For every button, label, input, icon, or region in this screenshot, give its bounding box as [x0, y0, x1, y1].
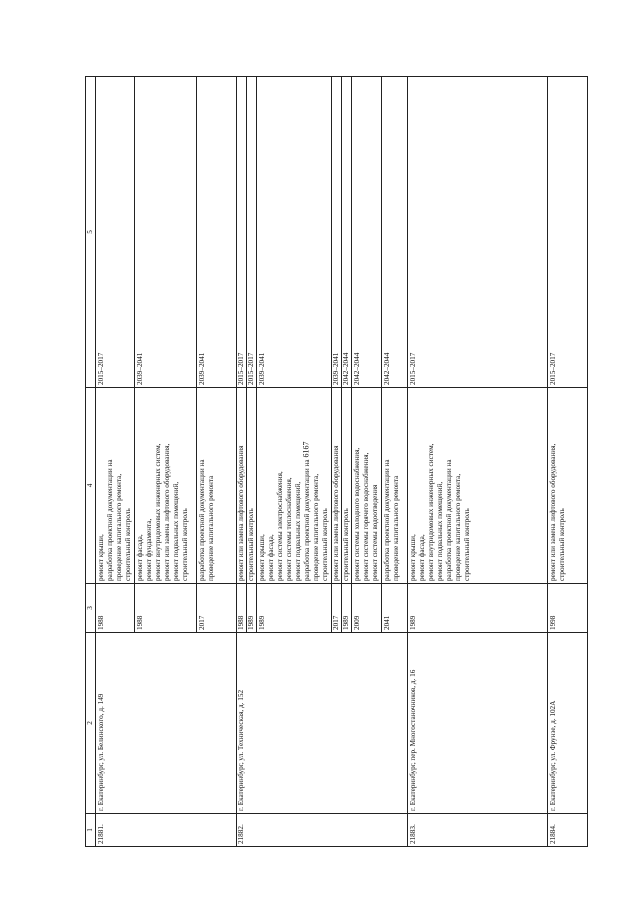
- work-type-cell: ремонт крыши, разработка проектной документации на проведение капитального ремонта, строительный контроль: [96, 388, 135, 584]
- table-container: [85, 82, 580, 847]
- address-cell: г. Екатеринбург, ул. Техническая, д. 152: [237, 633, 408, 814]
- year-cell: 2017: [197, 584, 237, 633]
- period-cell: 2042–2044: [352, 77, 382, 388]
- row-number-cell: 21884.: [548, 814, 588, 847]
- table-body: [96, 77, 588, 847]
- row-number-cell: 21882.: [237, 814, 408, 847]
- year-cell: 1989: [342, 584, 352, 633]
- period-cell: 2042–2044: [342, 77, 352, 388]
- period-cell: 2039–2041: [257, 77, 332, 388]
- table-row: [237, 77, 247, 847]
- page-number: 6167: [301, 441, 311, 458]
- work-type-cell: ремонт или замена лифтового оборудования, строительный контроль: [548, 388, 588, 584]
- row-number-cell: 21883.: [408, 814, 548, 847]
- year-cell: 1988: [237, 584, 247, 633]
- period-cell: 2039–2041: [332, 77, 342, 388]
- work-type-cell: ремонт крыши, ремонт фасада, ремонт системы электроснабжения, ремонт системы теплоснабжения, ремонт подвальных помещений, разработка проектной документации на проведение капитального ремонта, строительный контроль: [257, 388, 332, 584]
- col-header-4: 4: [86, 388, 96, 584]
- address-cell: г. Екатеринбург, ул. Фрунзе, д. 102А: [548, 633, 588, 814]
- work-type-cell: строительный контроль: [247, 388, 257, 584]
- table-row: [96, 77, 135, 847]
- col-header-1: 1: [86, 814, 96, 847]
- period-cell: 2015–2017: [96, 77, 135, 388]
- row-number-cell: 21881.: [96, 814, 237, 847]
- work-type-cell: разработка проектной документации на проведение капитального ремонта: [382, 388, 408, 584]
- year-cell: 1998: [548, 584, 588, 633]
- work-type-cell: ремонт или замена лифтового оборудования: [237, 388, 247, 584]
- address-cell: г. Екатеринбург, пер. Многостаночников, д. 16: [408, 633, 548, 814]
- period-cell: 2042–2044: [382, 77, 408, 388]
- work-type-cell: разработка проектной документации на проведение капитального ремонта: [197, 388, 237, 584]
- work-type-cell: ремонт фасада, ремонт фундамента, ремонт внутридомовых инженерных систем, ремонт или замена лифтового оборудования, ремонт подвальных помещений, строительный контроль: [135, 388, 197, 584]
- year-cell: 1989: [257, 584, 332, 633]
- year-cell: 1988: [96, 584, 135, 633]
- year-cell: 1988: [135, 584, 197, 633]
- period-cell: 2015–2017: [237, 77, 247, 388]
- work-type-cell: ремонт системы холодного водоснабжения, ремонт системы горячего водоснабжения, ремонт системы водоотведения: [352, 388, 382, 584]
- table-row: [548, 77, 588, 847]
- year-cell: 1989: [408, 584, 548, 633]
- col-header-2: 2: [86, 633, 96, 814]
- repair-schedule-table: [85, 76, 588, 847]
- col-header-3: 3: [86, 584, 96, 633]
- column-numbers-row: [86, 77, 96, 847]
- address-cell: г. Екатеринбург, ул. Белинского, д. 149: [96, 633, 237, 814]
- period-cell: 2039–2041: [197, 77, 237, 388]
- rotated-table: [85, 82, 580, 847]
- year-cell: 2009: [352, 584, 382, 633]
- year-cell: 2017: [332, 584, 342, 633]
- col-header-5: 5: [86, 77, 96, 388]
- year-cell: 1989: [247, 584, 257, 633]
- period-cell: 2015–2017: [408, 77, 548, 388]
- work-type-cell: ремонт крыши, ремонт фасада, ремонт внутридомовых инженерных систем, ремонт подвальных помещений, разработка проектной документации на проведение капитального ремонта, строительный контроль: [408, 388, 548, 584]
- period-cell: 2015–2017: [247, 77, 257, 388]
- table-row: [408, 77, 548, 847]
- work-type-cell: ремонт или замена лифтового оборудования: [332, 388, 342, 584]
- period-cell: 2039–2041: [135, 77, 197, 388]
- work-type-cell: строительный контроль: [342, 388, 352, 584]
- year-cell: 2041: [382, 584, 408, 633]
- period-cell: 2015–2017: [548, 77, 588, 388]
